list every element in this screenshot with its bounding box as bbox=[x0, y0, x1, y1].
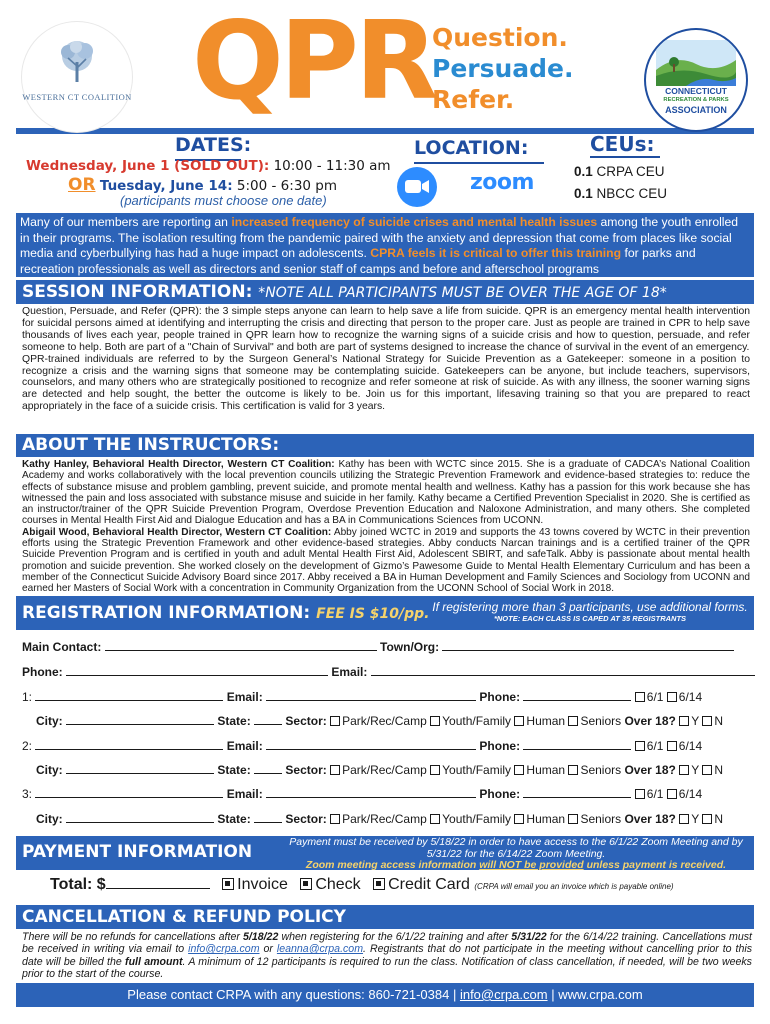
contact-phone-field[interactable] bbox=[66, 665, 328, 676]
policy-text: . A minimum of 12 participants is required to run the class. Notification of class cancellation, if needed, will be two weeks prior to the start of the course. bbox=[22, 955, 752, 981]
date-choice-note: (participants must choose one date) bbox=[120, 193, 327, 208]
sector-human-checkbox[interactable] bbox=[514, 765, 524, 775]
cancellation-policy-text bbox=[22, 931, 752, 981]
date-1-time: 10:00 - 11:30 am bbox=[273, 158, 391, 174]
total-label: Total: $ bbox=[50, 876, 106, 893]
registration-fee: FEE IS $10/pp. bbox=[316, 606, 430, 622]
participant-email-field[interactable] bbox=[266, 739, 476, 750]
footer-website-link[interactable]: www.crpa.com bbox=[558, 987, 643, 1002]
participant-number: 3: bbox=[22, 787, 33, 801]
payment-header bbox=[16, 836, 754, 870]
left-logo-text: WESTERN CT COALITION bbox=[22, 92, 132, 102]
session-paragraph: QPR-trained individuals are referred to by the Surgeon General’s National Strategy for Suicide Prevention as a Gatekeeper: someone in a position to recognize a crisis and the warning signs that someone may be contemplating suicide. Gatekeepers can be anyone, but include teachers, supervisors, counselors, and many others who are strategically positioned to recognize and refer someone at risk of suicide. As with any illness, the sooner warning signs are detected and help sought, the better the outcome is likely to be. Join us for this important, lifesaving training so that you are prepared to react appropriately in the face of a suicide crisis. This certification is valid for 3 years. bbox=[22, 353, 750, 413]
crpa-logo bbox=[646, 30, 746, 130]
phone-label: Phone: bbox=[22, 665, 63, 679]
instructors-body bbox=[22, 459, 750, 595]
sector-option: Park/Rec/Camp bbox=[342, 812, 427, 826]
crpa-logo-line1: CONNECTICUT bbox=[665, 86, 727, 96]
city-field[interactable] bbox=[66, 812, 214, 823]
footer-email-link[interactable]: info@crpa.com bbox=[459, 987, 548, 1002]
sector-option: Seniors bbox=[580, 812, 622, 826]
email-label: Email: bbox=[331, 665, 368, 679]
zoom-wordmark: zoom bbox=[470, 170, 534, 195]
participant-name-field[interactable] bbox=[35, 787, 223, 798]
date-option-label: 6/1 bbox=[646, 739, 664, 753]
session-paragraph: Question, Persuade, and Refer (QPR): the 3 simple steps anyone can learn to help save a life from suicide. QPR is an emergency mental health intervention for suicidal persons aimed at identifying and interrupting the crisis and directing that person to the proper care. Just as people are trained in CPR to help save thousands of lives each year, people trained in QPR learn how to recognize the warning signs of a suicide crisis and how to question, persuade, and refer someone to help. Both are part of a "Chain of Survival" and both are part of systems designed to increase the chance of survival in the event of an emergency. bbox=[22, 306, 750, 353]
registration-notes bbox=[430, 600, 750, 623]
instructor-bio bbox=[22, 459, 750, 527]
date-6-1-checkbox[interactable] bbox=[635, 789, 645, 799]
no-label: N bbox=[714, 714, 723, 728]
participant-1-row bbox=[22, 690, 752, 704]
zoom-access-text: unless payment is received. bbox=[583, 859, 727, 871]
date-6-1-checkbox[interactable] bbox=[635, 692, 645, 702]
full-amount-emphasis: full amount bbox=[125, 955, 183, 968]
over-18-no-checkbox[interactable] bbox=[702, 814, 712, 824]
date-line-2 bbox=[68, 175, 337, 195]
zoom-camera-icon bbox=[396, 166, 438, 208]
sector-human-checkbox[interactable] bbox=[514, 716, 524, 726]
cancellation-header bbox=[16, 905, 754, 929]
total-amount-field[interactable] bbox=[106, 878, 210, 889]
sector-seniors-checkbox[interactable] bbox=[568, 814, 578, 824]
extra-forms-note: If registering more than 3 participants, use additional forms. bbox=[432, 600, 748, 614]
tagline-refer: Refer. bbox=[432, 85, 515, 114]
over-18-label: Over 18? bbox=[624, 812, 676, 826]
payment-deadline-note bbox=[284, 837, 748, 872]
registration-title: REGISTRATION INFORMATION: bbox=[22, 603, 311, 623]
dates-title: DATES: bbox=[175, 134, 252, 156]
invoice-label: Invoice bbox=[237, 876, 288, 893]
participant-email-field[interactable] bbox=[266, 690, 476, 701]
sector-option: Seniors bbox=[580, 714, 622, 728]
park-scene-icon bbox=[656, 40, 736, 86]
over-18-label: Over 18? bbox=[624, 763, 676, 777]
instructors-title: ABOUT THE INSTRUCTORS: bbox=[22, 435, 280, 455]
sector-option: Human bbox=[526, 714, 566, 728]
date-option-label: 6/14 bbox=[678, 690, 703, 704]
payment-title: PAYMENT INFORMATION bbox=[22, 842, 253, 862]
contact-phone-row bbox=[22, 665, 752, 679]
header bbox=[0, 0, 770, 128]
state-label: State: bbox=[217, 714, 251, 728]
town-org-field[interactable] bbox=[442, 640, 734, 651]
info-email-link[interactable]: info@crpa.com bbox=[188, 943, 260, 956]
instructor-bio bbox=[22, 527, 750, 595]
state-field[interactable] bbox=[254, 714, 282, 725]
credit-card-note: (CRPA will email you an invoice which is payable online) bbox=[474, 882, 674, 891]
intro-text: Many of our members are reporting an bbox=[20, 215, 232, 229]
check-label: Check bbox=[315, 876, 361, 893]
location-underline bbox=[414, 162, 544, 164]
state-label: State: bbox=[217, 812, 251, 826]
date-2-day: Tuesday, June 14: bbox=[99, 178, 233, 194]
yes-label: Y bbox=[691, 763, 699, 777]
over-18-yes-checkbox[interactable] bbox=[679, 716, 689, 726]
over-18-label: Over 18? bbox=[624, 714, 676, 728]
sector-option: Human bbox=[526, 763, 566, 777]
credit-card-label: Credit Card bbox=[388, 876, 470, 893]
participant-name-field[interactable] bbox=[35, 690, 223, 701]
intro-highlight: increased frequency of suicide crises and mental health issues bbox=[231, 215, 598, 229]
participant-number: 2: bbox=[22, 739, 33, 753]
payment-deadline-text: Payment must be received by 5/18/22 in order to have access to the 6/1/22 Zoom Meeting and by 5/31/22 for the 6/14/22 Zoom Meeting. bbox=[289, 836, 743, 860]
crpa-logo-line3: ASSOCIATION bbox=[665, 105, 727, 115]
check-checkbox[interactable] bbox=[300, 878, 312, 890]
intro-highlight: CPRA feels it is critical to offer this training bbox=[370, 246, 622, 260]
city-label: City: bbox=[36, 763, 63, 777]
instructor-name: Kathy Hanley, Behavioral Health Director, Western CT Coalition: bbox=[22, 459, 335, 470]
sector-youth-checkbox[interactable] bbox=[430, 765, 440, 775]
sector-label: Sector: bbox=[285, 812, 327, 826]
tree-icon bbox=[54, 38, 100, 84]
crpa-logo-line2: RECREATION & PARKS bbox=[663, 97, 729, 103]
sector-option: Youth/Family bbox=[442, 812, 512, 826]
sector-label: Sector: bbox=[285, 714, 327, 728]
over-18-no-checkbox[interactable] bbox=[702, 765, 712, 775]
intro-text: among the youth enrolled in their programs. The isolation resulting from the pandemic paired with the anxiety and depression that come from places like social media and cyberbullying has had a huge impact on adolescents. bbox=[20, 215, 739, 260]
ceus-underline bbox=[590, 156, 660, 158]
ceu-label: NBCC CEU bbox=[596, 186, 668, 201]
sector-human-checkbox[interactable] bbox=[514, 814, 524, 824]
footer-text: Please contact CRPA with any questions: 860-721-0384 | bbox=[127, 987, 460, 1002]
email-label: Email: bbox=[226, 787, 263, 801]
sector-seniors-checkbox[interactable] bbox=[568, 765, 578, 775]
date-option-label: 6/1 bbox=[646, 787, 664, 801]
zoom-access-note bbox=[284, 860, 748, 872]
participant-name-field[interactable] bbox=[35, 739, 223, 750]
participant-3-details-row bbox=[36, 812, 766, 826]
footer-separator: | bbox=[547, 987, 559, 1002]
instructors-header bbox=[16, 434, 754, 457]
date-2-time: 5:00 - 6:30 pm bbox=[236, 178, 338, 194]
zoom-access-text: Zoom meeting access information bbox=[305, 859, 480, 871]
session-header bbox=[16, 280, 754, 304]
zoom-access-emphasis: will NOT be provided bbox=[479, 859, 584, 871]
sector-option: Human bbox=[526, 812, 566, 826]
date-option-label: 6/1 bbox=[646, 690, 664, 704]
tagline bbox=[432, 22, 574, 115]
ceu-amount: 0.1 bbox=[574, 186, 593, 201]
policy-text: or bbox=[259, 943, 277, 956]
participant-phone-field[interactable] bbox=[523, 787, 631, 798]
sector-seniors-checkbox[interactable] bbox=[568, 716, 578, 726]
phone-label: Phone: bbox=[479, 690, 521, 704]
policy-text: . Registrants that do not participate in the meeting without cancelling prior to this date will be billed the bbox=[22, 943, 752, 968]
participant-2-details-row bbox=[36, 763, 766, 777]
tagline-question: Question. bbox=[432, 23, 568, 52]
sector-park-checkbox[interactable] bbox=[330, 716, 340, 726]
over-18-yes-checkbox[interactable] bbox=[679, 765, 689, 775]
contact-email-field[interactable] bbox=[371, 665, 755, 676]
invoice-checkbox[interactable] bbox=[222, 878, 234, 890]
date-6-14-checkbox[interactable] bbox=[667, 692, 677, 702]
city-field[interactable] bbox=[66, 714, 214, 725]
session-body bbox=[22, 306, 750, 413]
policy-date: 5/18/22 bbox=[242, 931, 279, 943]
city-label: City: bbox=[36, 714, 63, 728]
city-field[interactable] bbox=[66, 763, 214, 774]
instructor-bio-text: Kathy has been with WCTC since 2015. She is a graduate of CADCA’s National Coalition Academy and works collaboratively with the local prevention councils utilizing the Strategic Prevention Framework and evidence-based strategies to: reduce the effects of substance misuse and problem gambling, prevent suicide, and promote mental health and wellness. Kathy has a passion for this work because she has witnessed the pain and loss associated with substance misuse and suicide in her family. Kathy became a Certified Prevention Specialist in 2020. She is certified as an instructor/trainer of the QPR Suicide Prevention Program, Overdose Prevention Education and Naloxone Administration, and many others. She completed courses in Mental Health First Aid and Dialogue Education and has a BA in Communications Sciences from UCONN. bbox=[22, 459, 751, 527]
sector-label: Sector: bbox=[285, 763, 327, 777]
ceu-item bbox=[574, 164, 665, 179]
yes-label: Y bbox=[691, 812, 699, 826]
ceus-title: CEUs: bbox=[590, 132, 655, 156]
leanna-email-link[interactable]: leanna@crpa.com bbox=[276, 943, 364, 956]
sector-park-checkbox[interactable] bbox=[330, 814, 340, 824]
no-label: N bbox=[714, 763, 723, 777]
policy-date: 5/31/22 bbox=[511, 931, 547, 943]
participant-3-row bbox=[22, 787, 752, 801]
email-label: Email: bbox=[226, 690, 263, 704]
session-title: SESSION INFORMATION: bbox=[22, 282, 253, 302]
sector-option: Park/Rec/Camp bbox=[342, 714, 427, 728]
qpr-title: QPR bbox=[192, 0, 435, 124]
participant-1-details-row bbox=[36, 714, 766, 728]
participant-2-row bbox=[22, 739, 752, 753]
payment-method-row bbox=[50, 876, 674, 894]
sector-option: Youth/Family bbox=[442, 714, 512, 728]
tagline-persuade: Persuade. bbox=[432, 54, 574, 83]
participant-email-field[interactable] bbox=[266, 787, 476, 798]
sector-youth-checkbox[interactable] bbox=[430, 814, 440, 824]
city-label: City: bbox=[36, 812, 63, 826]
participant-number: 1: bbox=[22, 690, 33, 704]
sector-option: Seniors bbox=[580, 763, 622, 777]
date-6-14-checkbox[interactable] bbox=[667, 789, 677, 799]
credit-card-checkbox[interactable] bbox=[373, 878, 385, 890]
policy-text: There will be no refunds for cancellations after bbox=[22, 931, 243, 943]
state-field[interactable] bbox=[254, 812, 282, 823]
instructor-name: Abigail Wood, Behavioral Health Director, Western CT Coalition: bbox=[22, 526, 332, 538]
date-6-1-checkbox[interactable] bbox=[635, 741, 645, 751]
location-title: LOCATION: bbox=[414, 137, 529, 159]
or-label: OR bbox=[68, 175, 96, 195]
date-line-1 bbox=[26, 158, 391, 174]
sector-youth-checkbox[interactable] bbox=[430, 716, 440, 726]
western-ct-coalition-logo bbox=[22, 22, 132, 132]
state-label: State: bbox=[217, 763, 251, 777]
contact-footer bbox=[16, 983, 754, 1007]
ceu-item bbox=[574, 186, 667, 201]
date-option-label: 6/14 bbox=[678, 787, 703, 801]
no-label: N bbox=[714, 812, 723, 826]
policy-text: when registering for the 6/1/22 training and after bbox=[278, 931, 512, 943]
participant-phone-field[interactable] bbox=[523, 690, 631, 701]
date-1-day: Wednesday, June 1 (SOLD OUT): bbox=[26, 158, 270, 174]
main-contact-label: Main Contact: bbox=[22, 640, 102, 654]
yes-label: Y bbox=[691, 714, 699, 728]
phone-label: Phone: bbox=[479, 739, 521, 753]
sector-option: Youth/Family bbox=[442, 763, 512, 777]
date-6-14-checkbox[interactable] bbox=[667, 741, 677, 751]
ceu-amount: 0.1 bbox=[574, 164, 593, 179]
cancellation-title: CANCELLATION & REFUND POLICY bbox=[22, 907, 346, 927]
session-age-note: *NOTE ALL PARTICIPANTS MUST BE OVER THE AGE OF 18* bbox=[258, 285, 667, 301]
instructor-bio-text: Abby joined WCTC in 2019 and supports the 43 towns covered by WCTC in their prevention efforts using the Strategic Prevention Framework and other evidence-based strategies. Abby conducts Narcan trainings and is a certified trainer of the QPR Suicide Prevention Program and is certified in youth and adult Mental Health First Aid, Adolescent SBIRT, and safeTalk. Abby is passionate about mental health promotion and suicide prevention. She worked closely on the development of Gizmo’s Pawesome Guide to Mental Health Elementary Curriculum and has been a member of the Connecticut Suicide Advisory Board since 2017. Abby received a BA in Human Development and Family Sciences and Sociology from UCONN and earned her Masters of Social Work with a concentration in Community Organization from the UCONN School of Social Work in 2018. bbox=[22, 526, 750, 595]
over-18-no-checkbox[interactable] bbox=[702, 716, 712, 726]
main-contact-field[interactable] bbox=[105, 640, 377, 651]
intro-banner bbox=[16, 213, 754, 277]
ceu-label: CRPA CEU bbox=[596, 164, 665, 179]
state-field[interactable] bbox=[254, 763, 282, 774]
sector-park-checkbox[interactable] bbox=[330, 765, 340, 775]
phone-label: Phone: bbox=[479, 787, 521, 801]
town-org-label: Town/Org: bbox=[380, 640, 440, 654]
policy-text: for the 6/14/22 training. Cancellations must be received in writing via email to bbox=[22, 931, 752, 956]
over-18-yes-checkbox[interactable] bbox=[679, 814, 689, 824]
main-contact-row bbox=[22, 640, 752, 654]
date-option-label: 6/14 bbox=[678, 739, 703, 753]
sector-option: Park/Rec/Camp bbox=[342, 763, 427, 777]
intro-text: for parks and recreation professionals as well as directors and senior staff of camps and before and afterschool programs bbox=[20, 246, 696, 276]
email-label: Email: bbox=[226, 739, 263, 753]
class-cap-note: *NOTE: EACH CLASS IS CAPED AT 35 REGISTRANTS bbox=[493, 614, 687, 623]
participant-phone-field[interactable] bbox=[523, 739, 631, 750]
